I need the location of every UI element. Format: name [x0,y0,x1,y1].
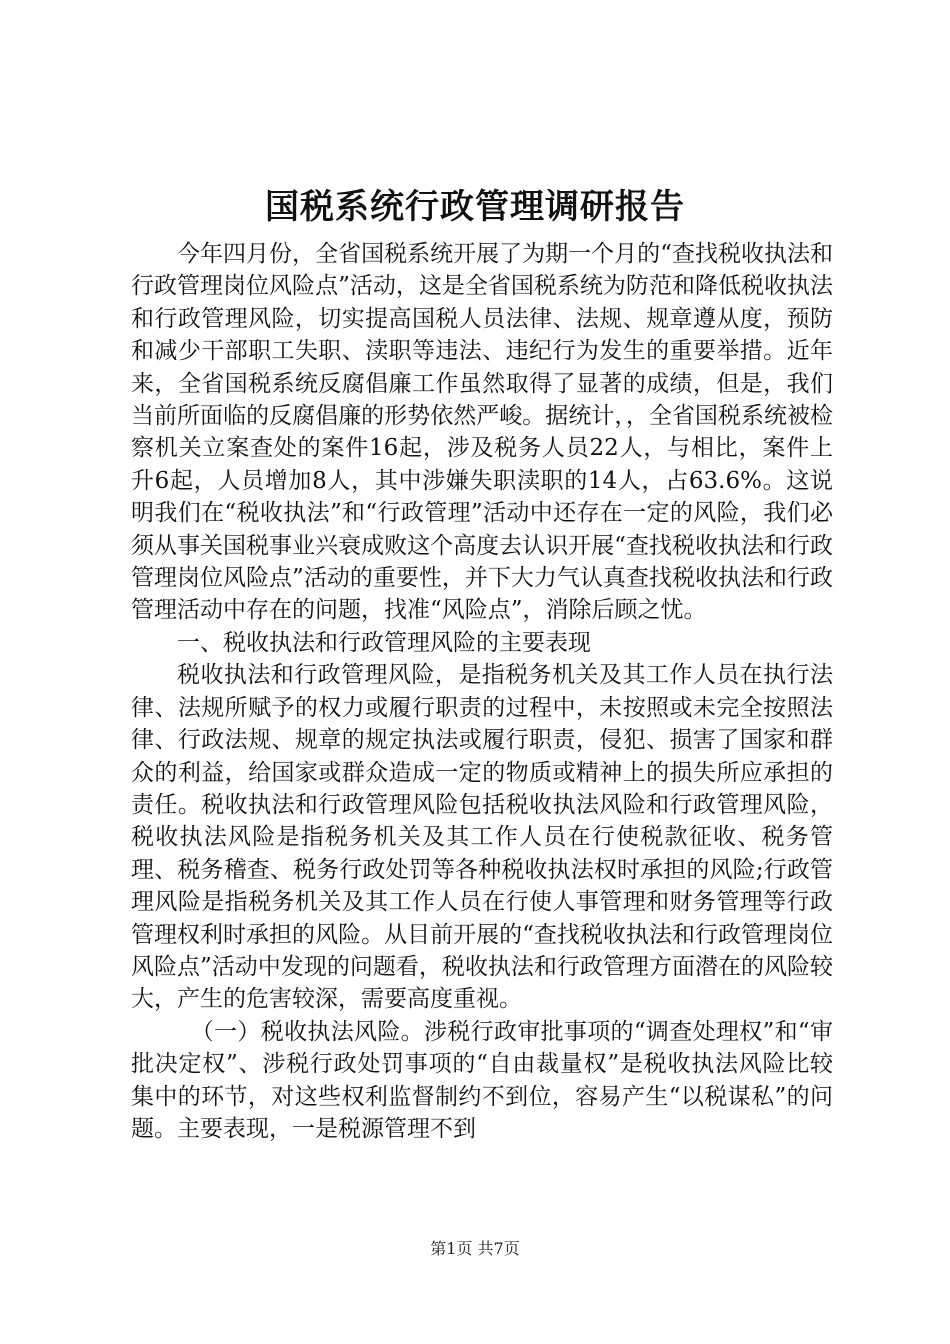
page-number-footer: 第1页 共7页 [430,1239,520,1258]
paragraph-risk-definition: 税收执法和行政管理风险，是指税务机关及其工作人员在执行法律、法规所赋予的权力或履行职责的过程中，未按照或未完全按照法律、行政法规、规章的规定执法或履行职责，侵犯、损害了国家和群众的利益，给国家或群众造成一定的物质或精神上的损失所应承担的责任。税收执法和行政管理风险包括税收执法风险和行政管理风险，税收执法风险是指税务机关及其工作人员在行使税款征收、税务管理、税务稽查、税务行政处罚等各种税收执法权时承担的风险;行政管理风险是指税务机关及其工作人员在行使人事管理和财务管理等行政管理权利时承担的风险。从目前开展的“查找税收执法和行政管理岗位风险点”活动中发现的问题看，税收执法和行政管理方面潜在的风险较大，产生的危害较深，需要高度重视。 [131,662,833,1013]
document-body [131,238,833,1145]
section-heading-1: 一、税收执法和行政管理风险的主要表现 [177,629,591,656]
document-title: 国税系统行政管理调研报告 [265,187,685,227]
paragraph-intro: 今年四月份，全省国税系统开展了为期一个月的“查找税收执法和行政管理岗位风险点”活动，这是全省国税系统为防范和降低税收执法和行政管理风险，切实提高国税人员法律、法规、规章遵从度，预防和减少干部职工失职、渎职等违法、违纪行为发生的重要举措。近年来，全省国税系统反腐倡廉工作虽然取得了显著的成绩，但是，我们当前所面临的反腐倡廉的形势依然严峻。据统计，，全省国税系统被检察机关立案查处的案件16起，涉及税务人员22人，与相比，案件上升6起，人员增加8人，其中涉嫌失职渎职的14人，占63.6%。这说明我们在“税收执法”和“行政管理”活动中还存在一定的风险，我们必须从事关国税事业兴衰成败这个高度去认识开展“查找税收执法和行政管理岗位风险点”活动的重要性，并下大力气认真查找税收执法和行政管理活动中存在的问题，找准“风险点”，消除后顾之忧。 [131,241,833,624]
paragraph-tax-enforcement-risk: （一）税收执法风险。涉税行政审批事项的“调查处理权”和“审批决定权”、涉税行政处罚事项的“自由裁量权”是税收执法风险比较集中的环节，对这些权利监督制约不到位，容易产生“以税谋私”的问题。主要表现，一是税源管理不到 [131,1018,833,1142]
